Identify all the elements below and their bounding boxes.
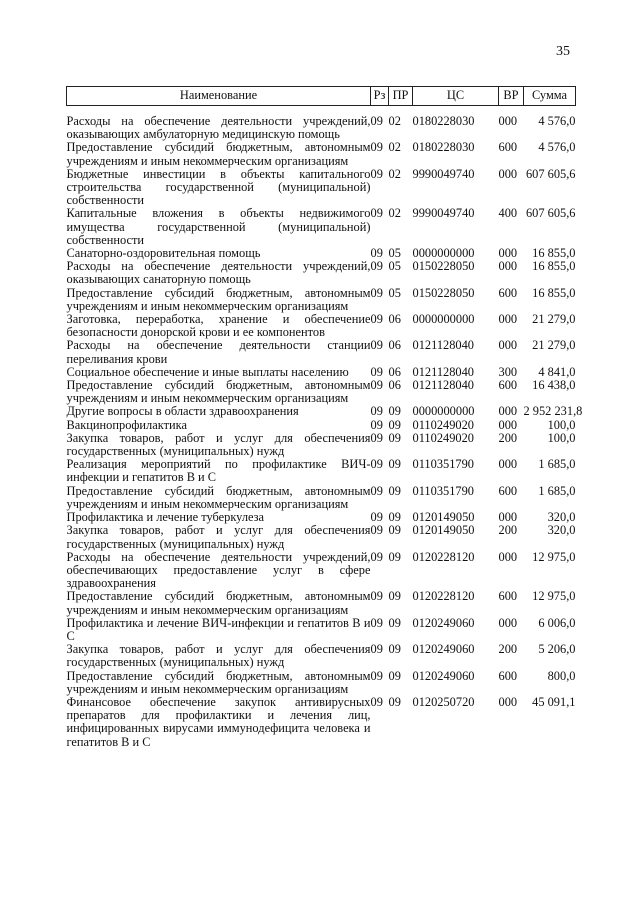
row-vr: 200 — [498, 523, 518, 538]
table-row — [67, 168, 576, 208]
row-pr: 06 — [388, 312, 401, 327]
row-vr: 000 — [498, 259, 518, 274]
row-name: Расходы на обеспечение деятельности учреждений, обеспечивающих предоставление услуг в сфере здравоохранения — [66, 549, 371, 591]
table-row — [67, 313, 576, 339]
row-rz: 09 — [370, 642, 383, 657]
row-name: Закупка товаров, работ и услуг для обеспечения государственных (муниципальных) нужд — [66, 523, 371, 551]
table-row — [67, 696, 576, 749]
row-rz: 09 — [370, 114, 383, 128]
row-pr: 02 — [388, 166, 401, 181]
row-sum: 12 975,0 — [532, 589, 576, 604]
row-cs: 0121128040 — [412, 364, 474, 379]
row-pr: 09 — [388, 483, 401, 498]
page-number: 35 — [556, 44, 570, 59]
row-vr: 000 — [498, 246, 518, 261]
row-pr: 09 — [388, 430, 401, 445]
table-row — [67, 207, 576, 247]
row-cs: 0120250720 — [412, 694, 475, 709]
row-rz: 09 — [370, 483, 383, 498]
row-sum: 100,0 — [547, 430, 576, 445]
table-row — [67, 432, 576, 458]
row-sum: 16 855,0 — [532, 246, 576, 261]
table-header — [67, 87, 576, 106]
table-row — [67, 590, 576, 616]
row-sum: 4 576,0 — [538, 140, 576, 155]
table-row — [67, 551, 576, 591]
row-rz: 09 — [370, 259, 383, 274]
row-name: Финансовое обеспечение закупок антивирусных препаратов для профилактики и лечения лиц, инфицированных вирусами иммунодефицита человека и гепатитов В и С — [66, 694, 371, 749]
row-rz: 09 — [370, 668, 383, 683]
table-row — [67, 485, 576, 511]
row-vr: 400 — [498, 206, 518, 221]
row-name: Предоставление субсидий бюджетным, автономным учреждениям и иным некоммерческим организациям — [66, 589, 371, 617]
row-vr: 600 — [498, 668, 518, 683]
row-vr: 000 — [498, 510, 518, 525]
row-vr: 000 — [498, 114, 518, 128]
row-vr: 200 — [498, 430, 518, 445]
row-rz: 09 — [370, 206, 383, 221]
row-vr: 000 — [498, 457, 518, 472]
row-cs: 0110351790 — [412, 457, 474, 472]
row-cs: 9990049740 — [412, 206, 475, 221]
row-pr: 09 — [388, 457, 401, 472]
row-vr: 000 — [498, 338, 518, 353]
table-row — [67, 141, 576, 167]
row-sum: 100,0 — [547, 417, 576, 432]
row-cs: 0120228120 — [412, 549, 475, 564]
row-sum: 4 576,0 — [538, 114, 576, 128]
row-name: Профилактика и лечение туберкулеза — [66, 510, 265, 525]
row-sum: 16 438,0 — [532, 378, 576, 393]
row-name: Бюджетные инвестиции в объекты капитального строительства государственной (муниципальной) собственности — [66, 166, 371, 208]
row-cs: 0110351790 — [412, 483, 474, 498]
header-cs: ЦС — [413, 87, 499, 106]
row-sum: 4 841,0 — [538, 364, 576, 379]
row-rz: 09 — [370, 417, 383, 432]
row-vr: 200 — [498, 642, 518, 657]
row-sum: 320,0 — [547, 523, 576, 538]
table-row — [67, 643, 576, 669]
row-rz: 09 — [370, 510, 383, 525]
row-name: Заготовка, переработка, хранение и обеспечение безопасности донорской крови и ее компонентов — [66, 312, 371, 340]
table-row — [67, 339, 576, 365]
row-rz: 09 — [370, 549, 383, 564]
row-rz: 09 — [370, 430, 383, 445]
row-cs: 0120249060 — [412, 668, 475, 683]
header-sum: Сумма — [524, 87, 576, 106]
row-pr: 09 — [388, 668, 401, 683]
row-name: Вакцинопрофилактика — [66, 417, 187, 432]
row-name: Санаторно-оздоровительная помощь — [66, 246, 261, 261]
header-rz: Рз — [371, 87, 389, 106]
table-row — [67, 405, 576, 418]
row-sum: 320,0 — [547, 510, 576, 525]
table-row — [67, 419, 576, 432]
row-rz: 09 — [370, 312, 383, 327]
header-vr: ВР — [499, 87, 524, 106]
row-vr: 600 — [498, 285, 518, 300]
row-cs: 0110249020 — [412, 430, 474, 445]
row-cs: 0150228050 — [412, 259, 475, 274]
table-row — [67, 115, 576, 141]
row-pr: 09 — [388, 404, 401, 419]
row-name: Расходы на обеспечение деятельности учреждений, оказывающих амбулаторную медицинскую помощь — [66, 114, 371, 142]
row-name: Закупка товаров, работ и услуг для обеспечения государственных (муниципальных) нужд — [66, 430, 371, 459]
row-cs: 0180228030 — [412, 140, 475, 155]
row-name: Расходы на обеспечение деятельности учреждений, оказывающих санаторную помощь — [66, 259, 371, 287]
row-pr: 06 — [388, 378, 401, 393]
row-vr: 600 — [498, 378, 518, 393]
row-name: Предоставление субсидий бюджетным, автономным учреждениям и иным некоммерческим организациям — [66, 668, 371, 696]
row-pr: 02 — [388, 140, 401, 155]
row-sum: 5 206,0 — [538, 642, 576, 657]
table-body — [66, 106, 583, 749]
row-vr: 000 — [498, 694, 518, 709]
row-cs: 0000000000 — [412, 312, 475, 327]
row-cs: 0000000000 — [412, 246, 475, 261]
row-vr: 600 — [498, 589, 518, 604]
row-sum: 21 279,0 — [532, 312, 576, 327]
row-sum: 45 091,1 — [532, 694, 576, 709]
row-pr: 06 — [388, 364, 401, 379]
row-name: Капитальные вложения в объекты недвижимого имущества государственной (муниципальной) собственности — [66, 206, 371, 247]
row-vr: 000 — [498, 404, 518, 419]
row-pr: 06 — [388, 338, 401, 353]
row-sum: 800,0 — [547, 668, 576, 683]
row-name: Социальное обеспечение и иные выплаты населению — [66, 364, 349, 379]
row-cs: 0000000000 — [412, 404, 475, 419]
row-sum: 2 952 231,8 — [523, 404, 583, 419]
row-sum: 607 605,6 — [525, 166, 576, 181]
row-sum: 1 685,0 — [538, 483, 576, 498]
row-sum: 1 685,0 — [538, 457, 576, 472]
row-rz: 09 — [370, 246, 383, 261]
row-name: Расходы на обеспечение деятельности станции переливания крови — [66, 338, 371, 366]
table-row — [67, 379, 576, 405]
row-rz: 09 — [370, 140, 383, 155]
row-rz: 09 — [370, 457, 383, 472]
row-sum: 16 855,0 — [532, 259, 576, 274]
row-name: Реализация мероприятий по профилактике ВИЧ-инфекции и гепатитов В и С — [66, 457, 371, 485]
row-cs: 0120149050 — [412, 510, 475, 525]
row-pr: 02 — [388, 114, 401, 128]
row-cs: 0180228030 — [412, 114, 475, 128]
row-sum: 21 279,0 — [532, 338, 576, 353]
row-pr: 09 — [388, 642, 401, 657]
row-name: Предоставление субсидий бюджетным, автономным учреждениям и иным некоммерческим организациям — [66, 285, 371, 313]
row-vr: 300 — [498, 364, 518, 379]
table-row — [67, 260, 576, 286]
row-vr: 000 — [498, 417, 518, 432]
row-cs: 0150228050 — [412, 285, 475, 300]
row-pr: 09 — [388, 694, 401, 709]
row-name: Предоставление субсидий бюджетным, автономным учреждениям и иным некоммерческим организациям — [66, 483, 371, 511]
row-rz: 09 — [370, 338, 383, 353]
row-pr: 09 — [388, 417, 401, 432]
row-rz: 09 — [370, 615, 383, 630]
row-pr: 09 — [388, 589, 401, 604]
row-cs: 0121128040 — [412, 338, 474, 353]
row-pr: 09 — [388, 615, 401, 630]
row-cs: 0120249060 — [412, 642, 475, 657]
row-pr: 05 — [388, 285, 401, 300]
table-row — [67, 617, 576, 643]
row-name: Другие вопросы в области здравоохранения — [66, 404, 299, 419]
budget-table — [66, 86, 583, 749]
table-row — [67, 287, 576, 313]
row-rz: 09 — [370, 378, 383, 393]
row-vr: 600 — [498, 483, 518, 498]
row-rz: 09 — [370, 523, 383, 538]
row-pr: 09 — [388, 510, 401, 525]
row-cs: 0120149050 — [412, 523, 475, 538]
row-rz: 09 — [370, 589, 383, 604]
row-cs: 0121128040 — [412, 378, 474, 393]
row-cs: 0120228120 — [412, 589, 475, 604]
row-name: Закупка товаров, работ и услуг для обеспечения государственных (муниципальных) нужд — [66, 642, 371, 670]
row-vr: 000 — [498, 549, 518, 564]
row-cs: 0120249060 — [412, 615, 475, 630]
row-vr: 000 — [498, 312, 518, 327]
row-pr: 05 — [388, 259, 401, 274]
row-vr: 000 — [498, 166, 518, 181]
row-rz: 09 — [370, 166, 383, 181]
row-sum: 16 855,0 — [532, 285, 576, 300]
row-cs: 9990049740 — [412, 166, 475, 181]
header-name: Наименование — [67, 87, 371, 106]
row-sum: 12 975,0 — [532, 549, 576, 564]
row-sum: 6 006,0 — [538, 615, 576, 630]
row-pr: 02 — [388, 206, 401, 221]
table-row — [67, 670, 576, 696]
table-row — [67, 524, 576, 550]
row-sum: 607 605,6 — [525, 206, 576, 221]
row-rz: 09 — [370, 404, 383, 419]
header-pr: ПР — [389, 87, 413, 106]
row-pr: 09 — [388, 549, 401, 564]
row-vr: 600 — [498, 140, 518, 155]
row-vr: 000 — [498, 615, 518, 630]
row-pr: 09 — [388, 523, 401, 538]
row-cs: 0110249020 — [412, 417, 474, 432]
row-rz: 09 — [370, 694, 383, 709]
table-row — [67, 458, 576, 484]
row-pr: 05 — [388, 246, 401, 261]
row-name: Предоставление субсидий бюджетным, автономным учреждениям и иным некоммерческим организациям — [66, 378, 371, 406]
row-name: Предоставление субсидий бюджетным, автономным учреждениям и иным некоммерческим организациям — [66, 140, 371, 168]
row-rz: 09 — [370, 285, 383, 300]
row-rz: 09 — [370, 364, 383, 379]
row-name: Профилактика и лечение ВИЧ-инфекции и гепатитов В и С — [66, 615, 371, 643]
